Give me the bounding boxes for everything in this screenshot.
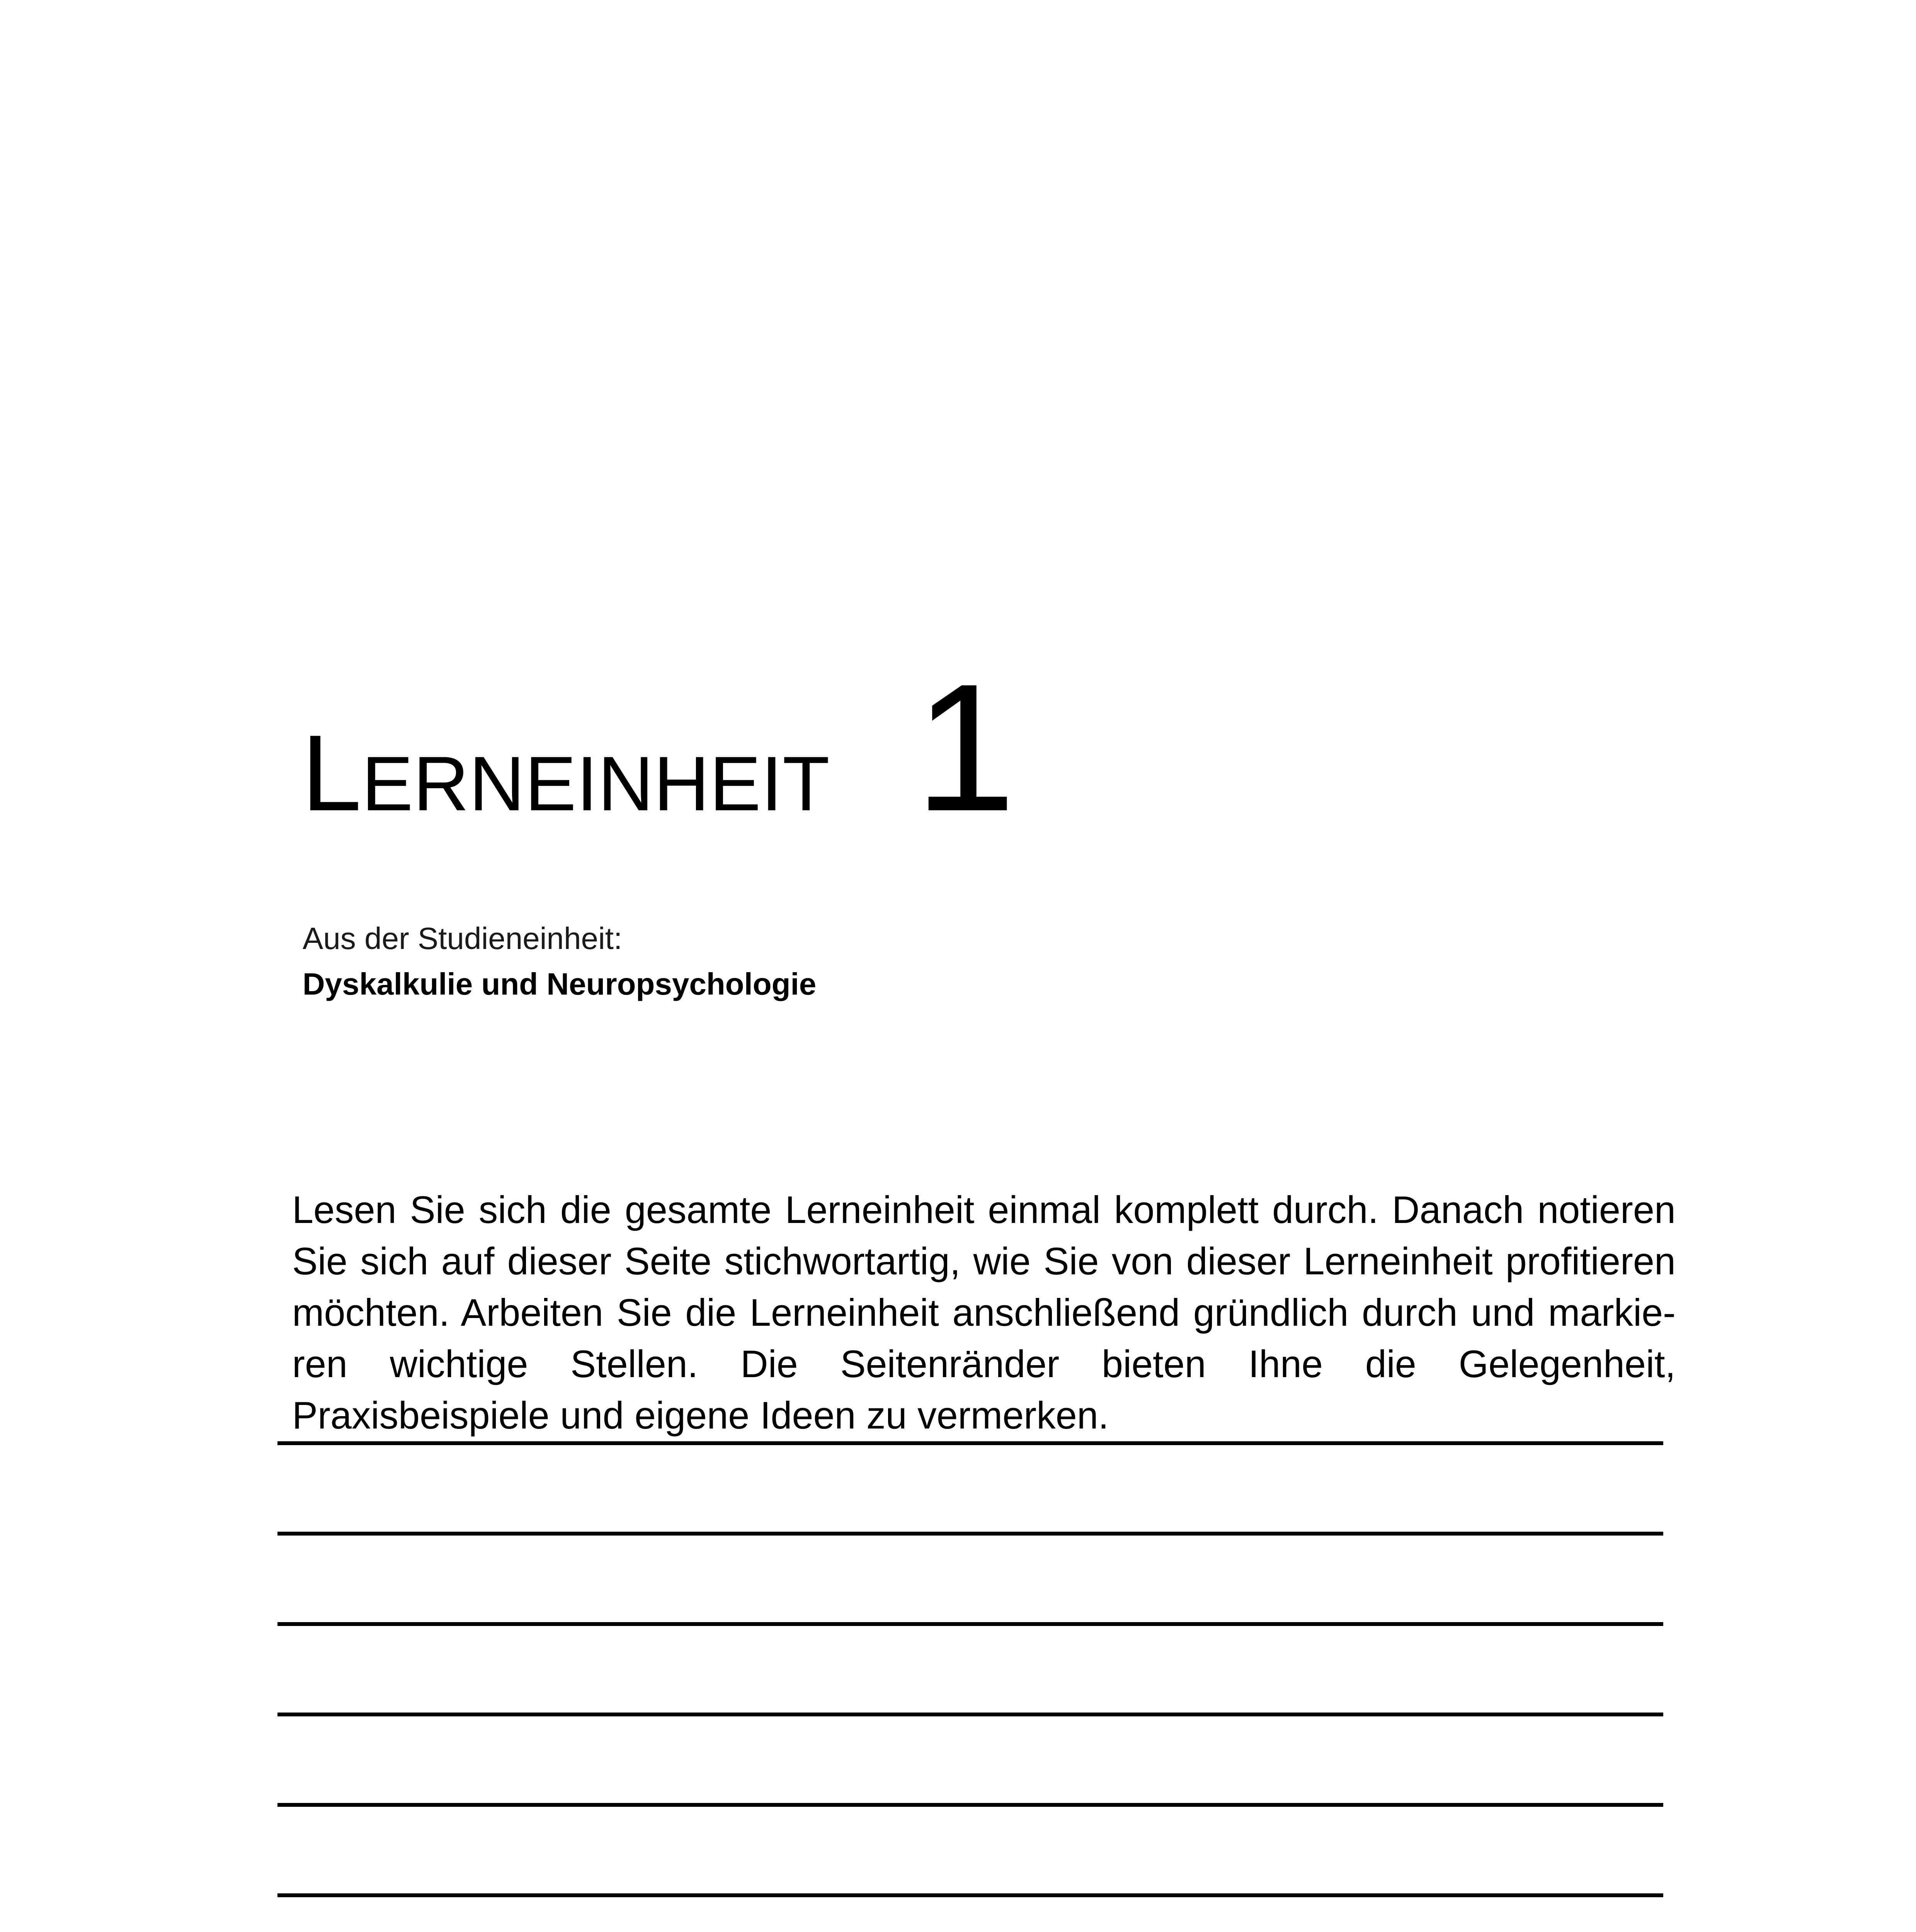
note-line xyxy=(277,1803,1663,1807)
note-line xyxy=(277,1893,1663,1897)
chapter-heading xyxy=(301,646,1016,858)
intro-paragraph: Lesen Sie sich die gesamte Lerneinheit einmal komplett durch. Danach notieren Sie sich auf dieser Seite stichwortartig, wie Sie von dieser Lerneinheit profitieren möchten. Arbeiten Sie die Lerneinheit anschließend gründlich durch und markie-ren wichtige Stellen. Die Seitenränder bieten Ihne die Gelegenheit, Praxisbeispiele und eigene Ideen zu vermerken. xyxy=(292,1188,1676,1437)
chapter-title xyxy=(301,713,830,833)
note-lines xyxy=(277,1441,1663,1932)
source-block xyxy=(303,916,816,1007)
source-label: Aus der Studieneinheit: xyxy=(303,921,623,956)
source-title: Dyskalkulie und Neuropsychologie xyxy=(303,967,817,1001)
chapter-title-rest: ERNEINHEIT xyxy=(361,741,830,827)
chapter-number: 1 xyxy=(914,646,1016,849)
note-line xyxy=(277,1622,1663,1626)
note-line xyxy=(277,1713,1663,1716)
note-line xyxy=(277,1441,1663,1445)
note-line xyxy=(277,1532,1663,1536)
chapter-title-initial: L xyxy=(301,713,362,833)
